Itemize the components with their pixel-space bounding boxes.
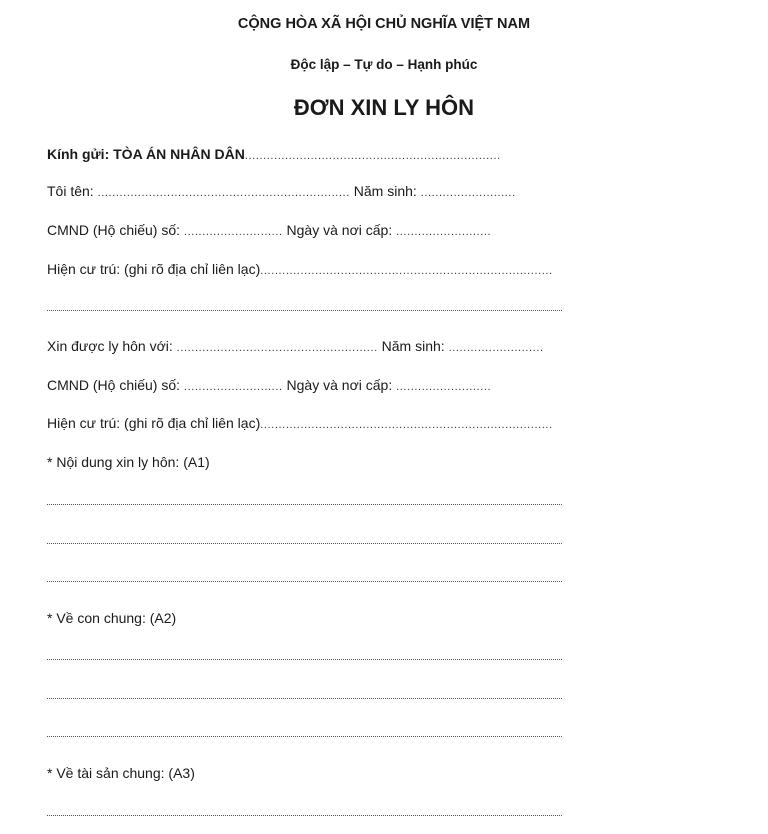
country-name: CỘNG HÒA XÃ HỘI CHỦ NGHĨA VIỆT NAM [237, 16, 531, 32]
spouse-name-label: Xin được ly hôn với: [47, 338, 177, 354]
addressee-line [47, 145, 501, 165]
section-property-heading: * Về tài sản chung: (A3) [47, 765, 195, 781]
applicant-id-label: CMND (Hộ chiếu) số: [47, 222, 184, 238]
applicant-residence-line [47, 260, 553, 280]
spouse-birth-field[interactable]: .......................... [448, 342, 544, 354]
applicant-residence-extra-line[interactable] [47, 310, 562, 311]
applicant-name-line [47, 182, 516, 202]
page-title: ĐƠN XIN LY HÔN [293, 95, 475, 120]
property-line-1[interactable] [47, 815, 562, 816]
addressee-label: Kính gửi: TÒA ÁN NHÂN DÂN [47, 146, 245, 162]
applicant-birth-field[interactable]: .......................... [420, 187, 516, 199]
applicant-name-label: Tôi tên: [47, 183, 98, 199]
section-content-heading: * Nội dung xin ly hôn: (A1) [47, 454, 210, 470]
spouse-issue-label: Ngày và nơi cấp: [282, 377, 397, 393]
applicant-residence-label: Hiện cư trú: (ghi rõ địa chỉ liên lạc) [47, 261, 261, 277]
spouse-id-field[interactable]: ........................... [183, 381, 283, 393]
applicant-issue-field[interactable]: .......................... [396, 226, 492, 238]
applicant-name-field[interactable]: ..................................................................... [97, 187, 350, 199]
applicant-birth-label: Năm sinh: [349, 183, 421, 199]
children-line-3[interactable] [47, 736, 562, 737]
content-line-2[interactable] [47, 543, 562, 544]
applicant-id-field[interactable]: ........................... [183, 226, 283, 238]
national-motto: Độc lập – Tự do – Hạnh phúc [290, 57, 478, 72]
children-line-2[interactable] [47, 698, 562, 699]
applicant-id-line [47, 221, 491, 241]
content-line-3[interactable] [47, 581, 562, 582]
spouse-id-label: CMND (Hộ chiếu) số: [47, 377, 184, 393]
spouse-residence-field[interactable]: ................................................................................ [260, 419, 553, 431]
spouse-residence-label: Hiện cư trú: (ghi rõ địa chỉ liên lạc) [47, 415, 261, 431]
section-children-heading: * Về con chung: (A2) [47, 610, 177, 626]
spouse-name-line [47, 337, 544, 357]
applicant-residence-field[interactable]: ................................................................................ [260, 265, 553, 277]
content-line-1[interactable] [47, 504, 562, 505]
spouse-birth-label: Năm sinh: [377, 338, 449, 354]
applicant-issue-label: Ngày và nơi cấp: [282, 222, 397, 238]
spouse-name-field[interactable]: ....................................................... [176, 342, 378, 354]
spouse-issue-field[interactable]: .......................... [396, 381, 492, 393]
children-line-1[interactable] [47, 659, 562, 660]
spouse-id-line [47, 376, 491, 396]
spouse-residence-line [47, 414, 553, 434]
addressee-field[interactable]: ...................................................................... [244, 150, 501, 162]
